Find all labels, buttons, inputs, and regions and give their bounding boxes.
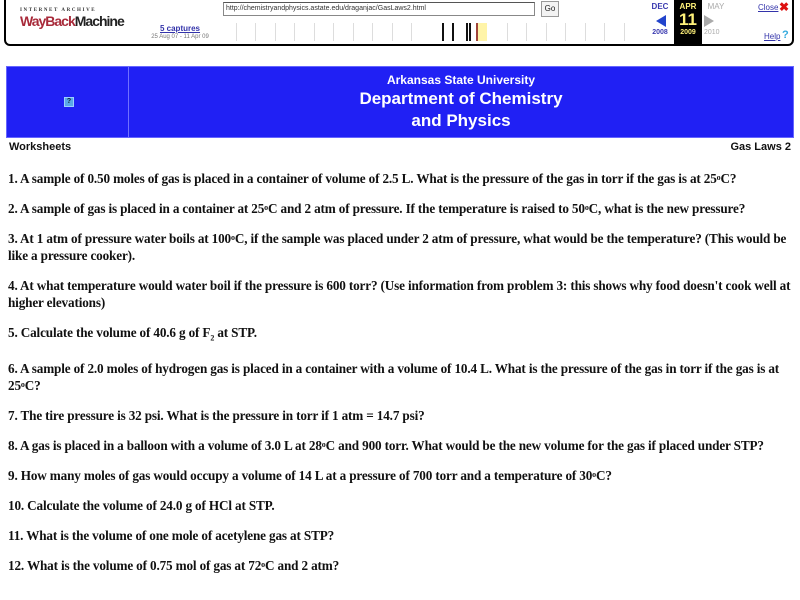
university-name: Arkansas State University [386,73,536,87]
section-label: Worksheets [9,141,72,153]
capture-mark[interactable] [442,23,444,41]
timeline-tick [294,23,295,41]
timeline-tick [255,23,256,41]
question-10: 10. Calculate the volume of 24.0 g of HCl at STP. [8,497,275,513]
question-1: 1. A sample of 0.50 moles of gas is placed in a container of volume of 2.5 L. What is the pressure of the gas in torr if the gas is at 25$^o$C? [8,171,737,186]
department-name-line1: Department of Chemistry [359,89,563,108]
timeline-tick [236,23,237,41]
timeline-tick [604,23,605,41]
captures-range: 25 Aug 07 - 11 Apr 09 [151,34,209,40]
next-year: 2010 [704,29,720,36]
capture-mark[interactable] [452,23,454,41]
wayback-logo[interactable] [20,8,124,29]
go-button[interactable]: Go [541,1,559,17]
timeline-tick [314,23,315,41]
timeline-tick [565,23,566,41]
department-banner [6,66,794,138]
question-8: 8. A gas is placed in a balloon with a volume of 3.0 L at 28$^o$C and 900 torr. What would be the new volume for the gas if placed under STP? [8,437,764,453]
timeline-tick [353,23,354,41]
logo-main-text [20,13,124,29]
capture-timeline[interactable] [220,20,640,42]
timeline-tick [507,23,508,41]
timeline-tick [275,23,276,41]
timeline-tick [372,23,373,41]
next-month: MAY [707,2,725,11]
capture-mark[interactable] [466,23,468,41]
timeline-tick [526,23,527,41]
banner-logo-cell [7,67,129,137]
question-7: 7. The tire pressure is 32 psi. What is the pressure in torr if 1 atm = 14.7 psi? [8,407,425,423]
close-link[interactable]: Close [758,3,779,12]
url-input[interactable]: http://chemistryandphysics.astate.edu/draganjac/GasLaws2.html [223,2,535,16]
current-capture-highlight [476,23,487,41]
logo-way: WayBack [20,13,75,29]
captures-link[interactable]: 5 captures [159,24,201,33]
question-9: 9. How many moles of gas would occupy a volume of 14 L at a pressure of 700 torr and a temperature of 30$^o$C? [8,467,612,483]
calendar-current [674,0,702,44]
timeline-tick [624,23,625,41]
timeline-tick [392,23,393,41]
wayback-toolbar [4,0,794,46]
question-6: 6. A sample of 2.0 moles of hydrogen gas is placed in a container with a volume of 10.4 L. What is the pressure of the gas in torr if the gas is at 25$^o$C? [8,360,780,393]
prev-year[interactable]: 2008 [652,29,668,36]
help-icon[interactable]: ? [782,29,789,41]
current-year: 2009 [680,29,696,36]
question-11: 11. What is the volume of one mole of acetylene gas at STP? [8,527,335,543]
calendar-prev[interactable] [646,0,674,44]
captures-block [140,24,220,40]
question-list [8,170,798,587]
question-3: 3. At 1 atm of pressure water boils at 100$^o$C, if the sample was placed under 2 atm of pressure, what would be the temperature? (This would be like a pressure cooker). [8,231,787,263]
timeline-tick [546,23,547,41]
banner-title-cell [129,67,793,131]
question-5: 5. Calculate the volume of 40.6 g of $F_2$ at STP. [8,325,257,343]
calendar-navigator [646,0,736,44]
current-capture-mark[interactable] [476,23,478,41]
department-name-line2: and Physics [411,111,511,130]
calendar-next [702,0,730,44]
capture-mark[interactable] [469,23,471,41]
question-4: 4. At what temperature would water boil if the pressure is 600 torr? (Use information from problem 3: this shows why food doesn't cook well at higher elevations) [8,278,791,310]
question-2: 2. A sample of gas is placed in a container at 25$^o$C and 2 atm of pressure. If the temperature is raised to 50$^o$C, what is the new pressure? [8,201,746,216]
timeline-tick [333,23,334,41]
current-month: APR [679,2,697,11]
logo-top-text: INTERNET ARCHIVE [20,8,97,13]
worksheet-title: Gas Laws 2 [730,141,791,153]
broken-image-icon: ? [64,97,74,107]
logo-machine: Machine [74,13,124,29]
next-arrow-icon [704,15,714,27]
current-day: 11 [679,10,697,29]
timeline-tick [411,23,412,41]
prev-month[interactable]: DEC [651,2,669,11]
question-12: 12. What is the volume of 0.75 mol of gas at 72$^o$C and 2 atm? [8,557,340,573]
help-link[interactable]: Help [764,32,781,41]
prev-arrow-icon[interactable] [656,15,666,27]
close-icon[interactable]: ✖ [779,0,790,14]
timeline-tick [585,23,586,41]
